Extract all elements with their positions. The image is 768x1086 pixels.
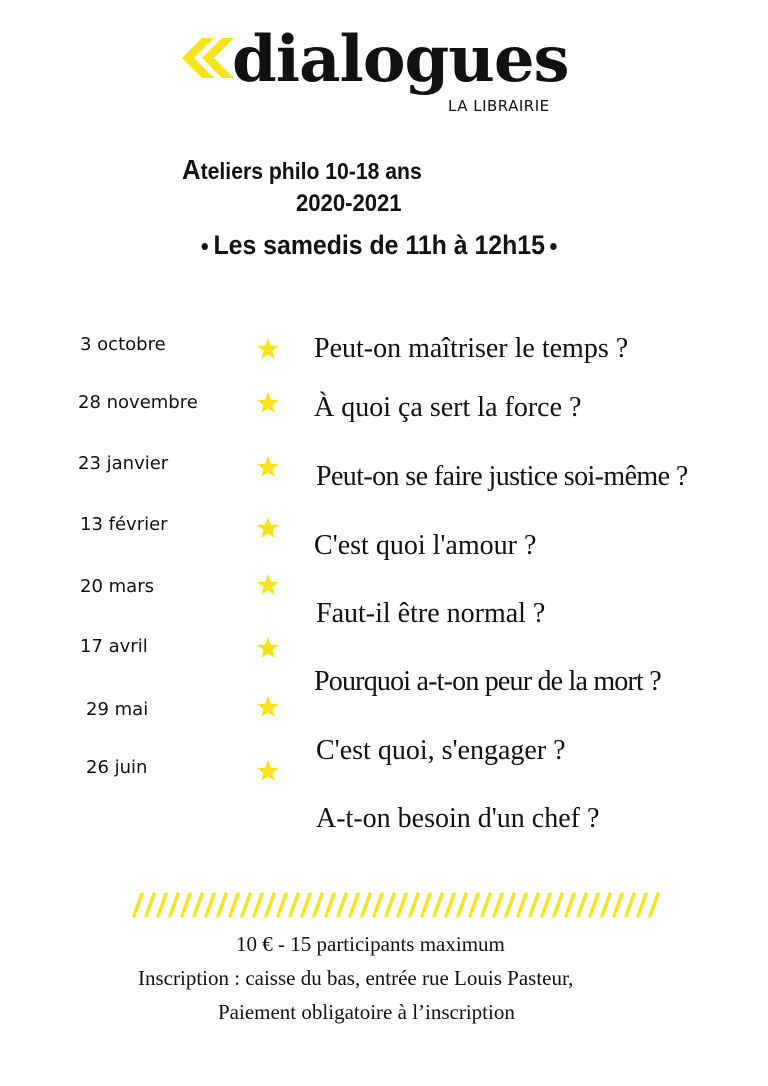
session-question: Peut-on se faire justice soi-même ? bbox=[316, 461, 688, 492]
slash-mark bbox=[338, 894, 346, 916]
slash-mark bbox=[314, 894, 322, 916]
bullet-right bbox=[550, 243, 556, 250]
slash-mark bbox=[458, 894, 466, 916]
star-icon bbox=[256, 455, 280, 479]
session-date: 17 avril bbox=[80, 636, 148, 657]
slash-mark bbox=[650, 894, 658, 916]
slash-mark bbox=[362, 894, 370, 916]
slash-mark bbox=[182, 894, 190, 916]
slash-mark bbox=[194, 894, 202, 916]
slash-mark bbox=[626, 894, 634, 916]
star-icon bbox=[256, 759, 280, 783]
star-icon bbox=[256, 337, 280, 361]
slash-mark bbox=[530, 894, 538, 916]
session-date: 23 janvier bbox=[78, 453, 169, 474]
session-question: À quoi ça sert la force ? bbox=[314, 392, 582, 423]
session-question: Pourquoi a-t-on peur de la mort ? bbox=[314, 666, 661, 697]
season-year: 2020-2021 bbox=[296, 190, 402, 217]
title-first-letter: A bbox=[182, 154, 201, 185]
slash-mark bbox=[434, 894, 442, 916]
page-title bbox=[182, 154, 422, 186]
session-date: 3 octobre bbox=[80, 334, 166, 355]
yellow-slash-divider bbox=[130, 892, 662, 918]
title-rest: teliers philo 10-18 ans bbox=[200, 158, 422, 184]
slash-mark bbox=[218, 894, 226, 916]
slash-mark bbox=[134, 894, 142, 916]
slash-mark bbox=[506, 894, 514, 916]
slash-mark bbox=[170, 894, 178, 916]
slash-mark bbox=[590, 894, 598, 916]
schedule-line bbox=[196, 230, 562, 261]
slash-mark bbox=[302, 894, 310, 916]
slash-mark bbox=[374, 894, 382, 916]
session-date: 26 juin bbox=[86, 757, 148, 778]
slash-mark bbox=[446, 894, 454, 916]
slash-mark bbox=[326, 894, 334, 916]
slash-mark bbox=[566, 894, 574, 916]
slash-mark bbox=[350, 894, 358, 916]
slash-mark bbox=[422, 894, 430, 916]
brand-logo: dialogues bbox=[232, 22, 569, 97]
session-date: 20 mars bbox=[80, 576, 154, 597]
slash-mark bbox=[398, 894, 406, 916]
star-icon bbox=[256, 695, 280, 719]
slash-mark bbox=[602, 894, 610, 916]
slash-mark bbox=[578, 894, 586, 916]
brand-subtitle: LA LIBRAIRIE bbox=[448, 97, 550, 115]
slash-mark bbox=[230, 894, 238, 916]
slash-mark bbox=[386, 894, 394, 916]
slash-mark bbox=[470, 894, 478, 916]
slash-mark bbox=[266, 894, 274, 916]
slash-mark bbox=[554, 894, 562, 916]
payment-info: Paiement obligatoire à l’inscription bbox=[218, 1000, 515, 1024]
slash-mark bbox=[638, 894, 646, 916]
bullet-left bbox=[202, 243, 208, 250]
slash-mark bbox=[206, 894, 214, 916]
slash-mark bbox=[614, 894, 622, 916]
session-date: 29 mai bbox=[86, 699, 149, 720]
price-info: 10 € - 15 participants maximum bbox=[236, 932, 505, 956]
slash-mark bbox=[146, 894, 154, 916]
slash-mark bbox=[254, 894, 262, 916]
session-question: C'est quoi, s'engager ? bbox=[316, 735, 566, 766]
slash-mark bbox=[410, 894, 418, 916]
slash-mark bbox=[158, 894, 166, 916]
session-question: Peut-on maîtriser le temps ? bbox=[314, 333, 629, 364]
slash-mark bbox=[482, 894, 490, 916]
slash-mark bbox=[242, 894, 250, 916]
session-question: C'est quoi l'amour ? bbox=[314, 530, 537, 561]
slash-mark bbox=[518, 894, 526, 916]
registration-info: Inscription : caisse du bas, entrée rue Louis Pasteur, bbox=[138, 966, 574, 990]
star-icon bbox=[256, 391, 280, 415]
slash-mark bbox=[542, 894, 550, 916]
slash-mark bbox=[494, 894, 502, 916]
slash-mark bbox=[278, 894, 286, 916]
session-date: 28 novembre bbox=[78, 392, 198, 413]
session-question: Faut-il être normal ? bbox=[316, 598, 546, 629]
star-icon bbox=[256, 516, 280, 540]
schedule-text: Les samedis de 11h à 12h15 bbox=[213, 230, 545, 260]
session-question: A-t-on besoin d'un chef ? bbox=[316, 803, 600, 834]
slash-mark bbox=[290, 894, 298, 916]
session-date: 13 février bbox=[80, 514, 168, 535]
star-icon bbox=[256, 573, 280, 597]
double-chevron-logo-icon bbox=[178, 36, 234, 80]
star-icon bbox=[256, 636, 280, 660]
